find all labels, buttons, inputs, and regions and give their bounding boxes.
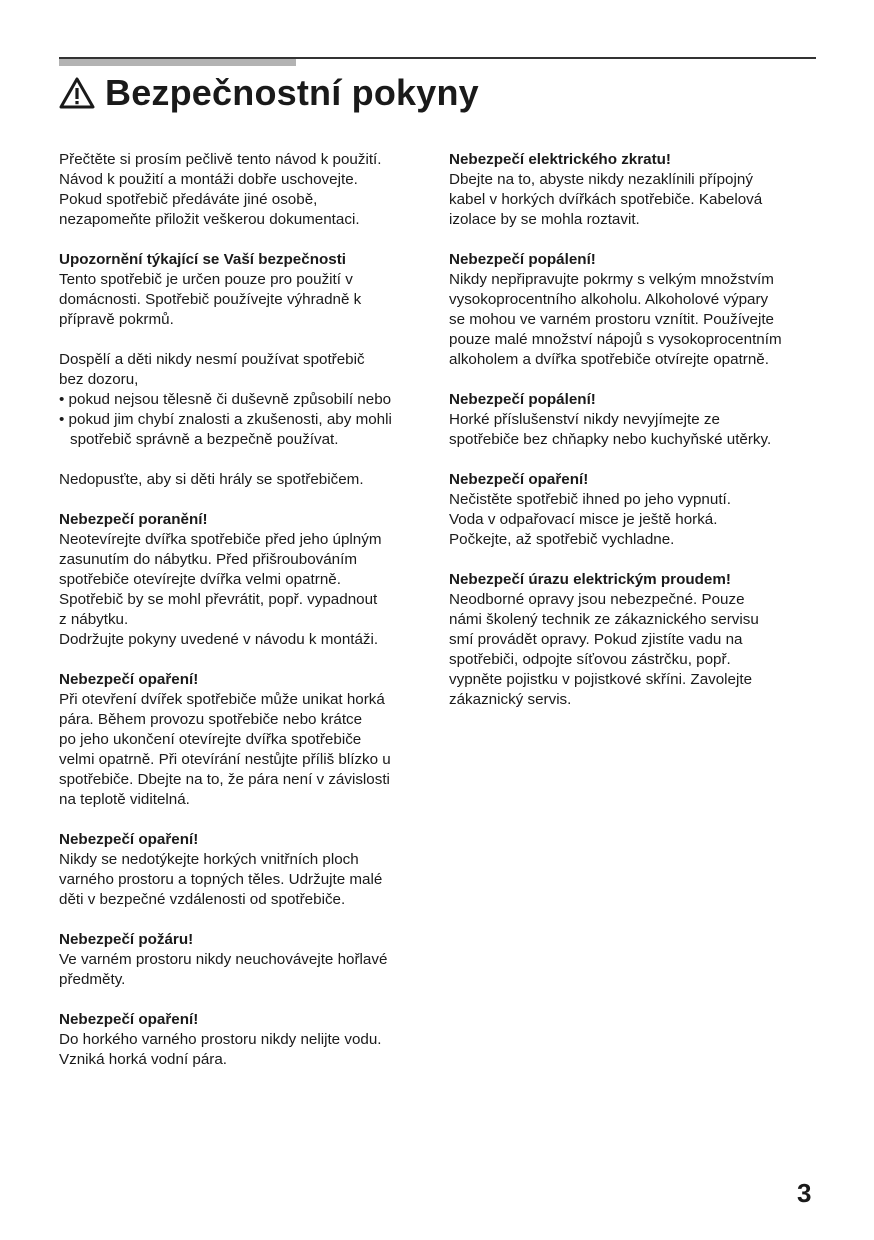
page-number: 3 — [797, 1178, 812, 1208]
body-text-line: Vzniká horká vodní pára. — [59, 1051, 228, 1068]
body-text-line: Přečtěte si prosím pečlivě tento návod k použití. — [59, 151, 382, 168]
body-text-line: spotřebiče bez chňapky nebo kuchyňské utěrky. — [449, 431, 772, 448]
block-heading: Nebezpečí popálení! — [449, 251, 596, 268]
body-text-line: děti v bezpečné vzdálenosti od spotřebiče. — [59, 891, 346, 908]
safety-block — [449, 150, 821, 230]
safety-block — [59, 930, 431, 990]
body-text-line: zasunutím do nábytku. Před přišroubováním — [59, 551, 358, 568]
warning-triangle-icon — [59, 77, 95, 109]
body-text-line: předměty. — [59, 971, 126, 988]
safety-block — [59, 1010, 431, 1070]
body-text-line: Návod k použití a montáži dobře uschovejte. — [59, 171, 358, 188]
body-text-line: Dbejte na to, abyste nikdy nezaklínili přípojný — [449, 171, 753, 188]
body-text-line: Pokud spotřebič předáváte jiné osobě, — [59, 191, 318, 208]
body-text-line: na teplotě viditelná. — [59, 791, 190, 808]
body-text-line: Do horkého varného prostoru nikdy nelijte vodu. — [59, 1031, 382, 1048]
body-text-line: varného prostoru a topných těles. Udržujte malé — [59, 871, 383, 888]
bullet-text: pokud jim chybí znalosti a zkušenosti, aby mohli — [68, 411, 392, 428]
body-text-line: Neodborné opravy jsou nebezpečné. Pouze — [449, 591, 745, 608]
left-column — [59, 150, 431, 1090]
block-heading: Nebezpečí požáru! — [59, 931, 194, 948]
block-heading: Nebezpečí opaření! — [59, 671, 199, 688]
body-text-line: izolace by se mohla roztavit. — [449, 211, 640, 228]
block-heading: Nebezpečí elektrického zkratu! — [449, 151, 671, 168]
body-text-line: námi školený technik ze zákaznického servisu — [449, 611, 759, 628]
body-text-line: alkoholem a dvířka spotřebiče otvírejte opatrně. — [449, 351, 769, 368]
body-text-line: se mohou ve varném prostoru vznítit. Používejte — [449, 311, 774, 328]
block-heading: Nebezpečí opaření! — [59, 1011, 199, 1028]
safety-block — [449, 250, 821, 370]
header-accent-bar — [59, 59, 296, 66]
body-text-line: pára. Během provozu spotřebiče nebo krátce — [59, 711, 363, 728]
body-text-line: bez dozoru, — [59, 371, 139, 388]
body-text-line: Ve varném prostoru nikdy neuchovávejte hořlavé — [59, 951, 388, 968]
body-text-line: Při otevření dvířek spotřebiče může unikat horká — [59, 691, 385, 708]
safety-block — [59, 350, 431, 450]
body-text-line: Dospělí a děti nikdy nesmí používat spotřebič — [59, 351, 365, 368]
body-text-line: nezapomeňte přiložit veškerou dokumentaci. — [59, 211, 360, 228]
bullet-dot-icon: • — [59, 391, 69, 408]
safety-block — [59, 150, 431, 230]
block-heading: Nebezpečí poranění! — [59, 511, 208, 528]
safety-block — [449, 470, 821, 550]
body-text-line: velmi opatrně. Při otevírání nestůjte příliš blízko u — [59, 751, 391, 768]
bullet-continuation: spotřebič správně a bezpečně používat. — [70, 431, 339, 448]
safety-block — [59, 510, 431, 650]
body-text-line: Nečistěte spotřebič ihned po jeho vypnutí. — [449, 491, 731, 508]
bullet-item — [59, 390, 431, 410]
safety-block — [449, 390, 821, 450]
block-heading: Nebezpečí opaření! — [449, 471, 589, 488]
body-text-line: pouze malé množství nápojů s vysokoprocentním — [449, 331, 782, 348]
body-text-line: vysokoprocentního alkoholu. Alkoholové výpary — [449, 291, 769, 308]
body-text-line: přípravě pokrmů. — [59, 311, 174, 328]
block-heading: Nebezpečí úrazu elektrickým proudem! — [449, 571, 731, 588]
bullet-item — [59, 410, 431, 430]
body-text-line: vypněte pojistku v pojistkové skříni. Zavolejte — [449, 671, 753, 688]
body-text-line: spotřebiči, odpojte síťovou zástrčku, popř. — [449, 651, 731, 668]
body-text-line: po jeho ukončení otevírejte dvířka spotřebiče — [59, 731, 362, 748]
body-text-line: zákaznický servis. — [449, 691, 572, 708]
body-text-line: z nábytku. — [59, 611, 129, 628]
safety-block — [59, 470, 431, 490]
body-text-line: Spotřebič by se mohl převrátit, popř. vypadnout — [59, 591, 378, 608]
body-text-line: Počkejte, až spotřebič vychladne. — [449, 531, 675, 548]
body-text-line: Nedopusťte, aby si děti hrály se spotřebičem. — [59, 471, 364, 488]
page-title-text: Bezpečnostní pokyny — [105, 72, 479, 113]
safety-block — [59, 670, 431, 810]
right-column — [449, 150, 821, 730]
body-text-line: kabel v horkých dvířkách spotřebiče. Kabelová — [449, 191, 763, 208]
block-heading: Upozornění týkající se Vaší bezpečnosti — [59, 251, 346, 268]
body-text-line: Nikdy se nedotýkejte horkých vnitřních ploch — [59, 851, 359, 868]
page-title — [59, 70, 479, 116]
safety-block — [59, 830, 431, 910]
body-text-line: smí provádět opravy. Pokud zjistíte vadu na — [449, 631, 743, 648]
body-text-line: Horké příslušenství nikdy nevyjímejte ze — [449, 411, 720, 428]
bullet-dot-icon: • — [59, 411, 69, 428]
block-heading: Nebezpečí opaření! — [59, 831, 199, 848]
body-text-line: Nikdy nepřipravujte pokrmy s velkým množstvím — [449, 271, 774, 288]
bullet-text: pokud nejsou tělesně či duševně způsobilí nebo — [68, 391, 392, 408]
body-text-line: Voda v odpařovací misce je ještě horká. — [449, 511, 718, 528]
safety-block — [59, 250, 431, 330]
block-heading: Nebezpečí popálení! — [449, 391, 596, 408]
body-text-line: domácnosti. Spotřebič používejte výhradně k — [59, 291, 362, 308]
body-text-line: Dodržujte pokyny uvedené v návodu k montáži. — [59, 631, 379, 648]
body-text-line: spotřebiče otevírejte dvířka velmi opatrně. — [59, 571, 341, 588]
body-text-line: spotřebiče. Dbejte na to, že pára není v závislosti — [59, 771, 390, 788]
body-text-line: Neotevírejte dvířka spotřebiče před jeho úplným — [59, 531, 382, 548]
body-text-line: Tento spotřebič je určen pouze pro použití v — [59, 271, 353, 288]
safety-block — [449, 570, 821, 710]
